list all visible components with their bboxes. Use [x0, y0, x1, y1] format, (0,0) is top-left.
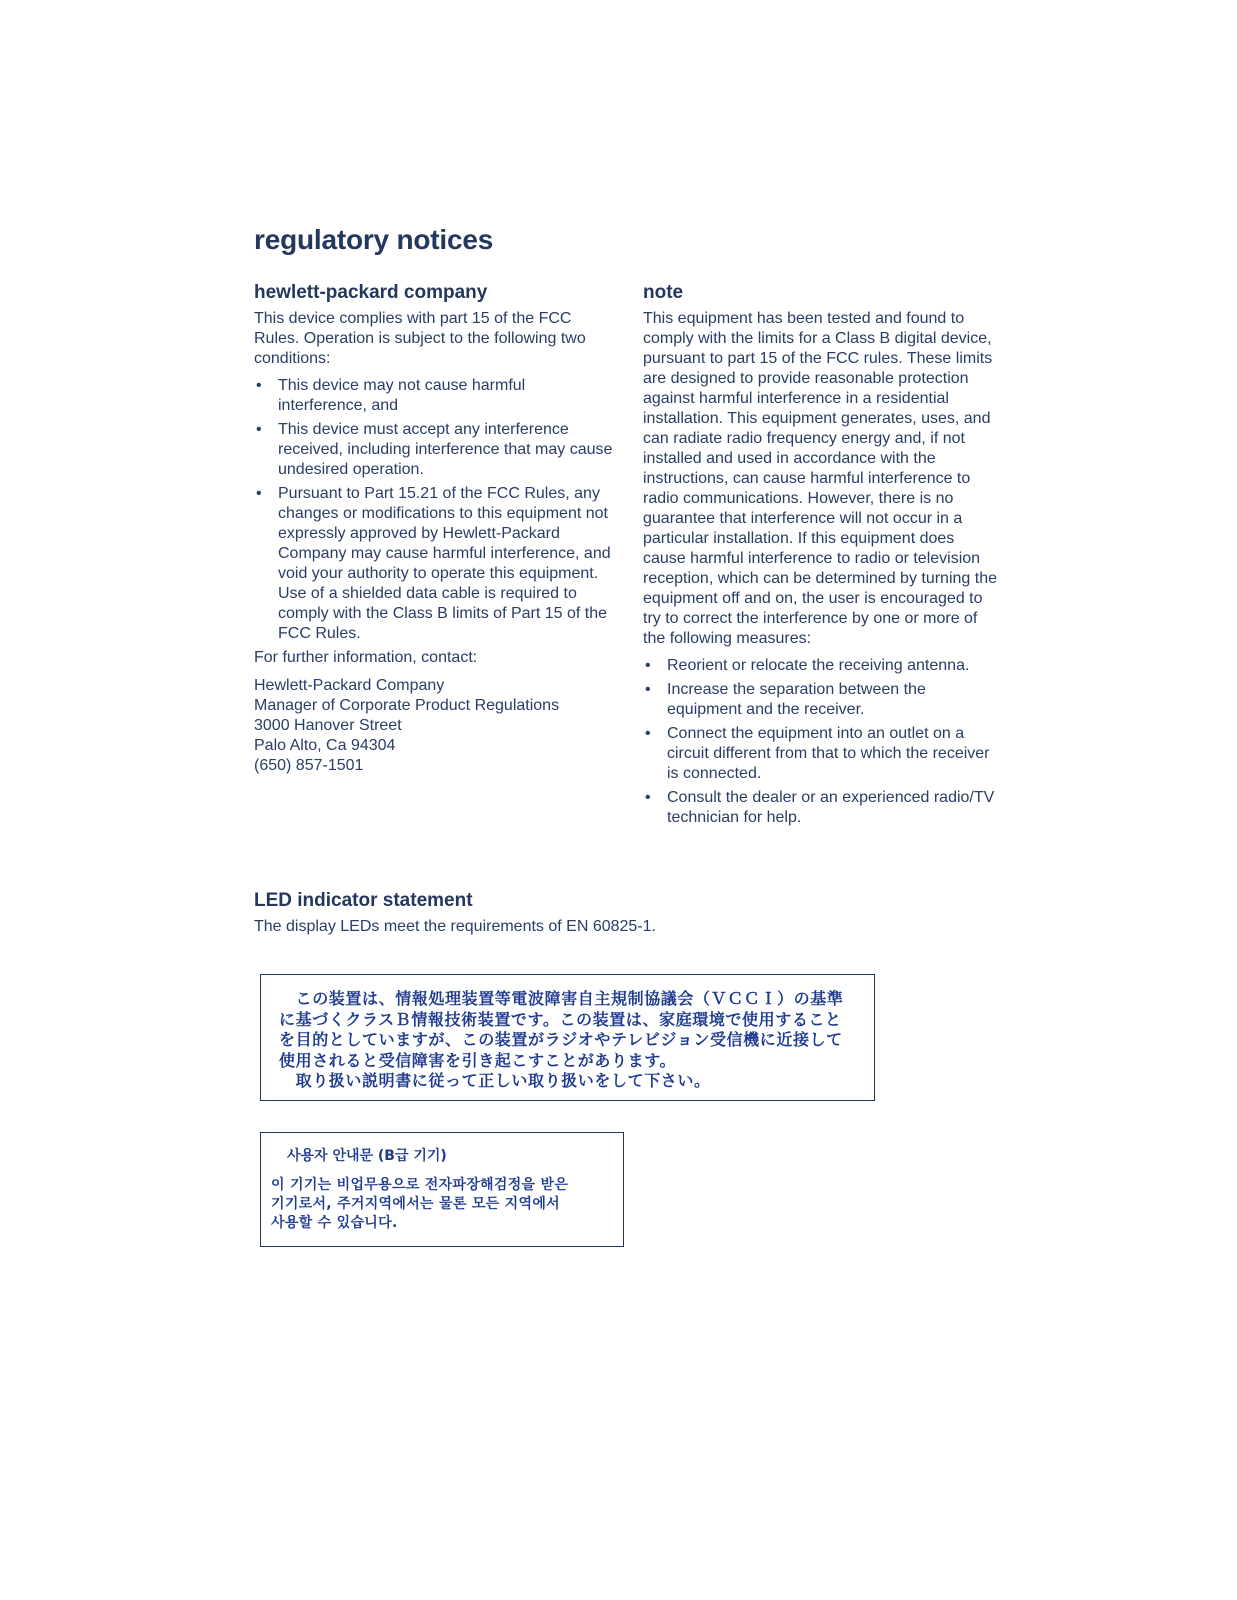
list-item: • This device must accept any interference received, including interference that may cause undesired operation. — [256, 421, 613, 478]
bullet-icon: • — [645, 657, 651, 674]
vcci-line: この装置は、情報処理装置等電波障害自主規制協議会（ＶＣＣＩ）の基準 — [279, 989, 844, 1008]
list-item: • Consult the dealer or an experienced radio/TV technician for help. — [645, 789, 995, 826]
hp-section — [254, 282, 616, 776]
vcci-line: を目的としていますが、この装置がラジオやテレビジョン受信機に近接して — [279, 1030, 843, 1049]
note-measures-list — [643, 656, 999, 828]
korea-notice-box — [260, 1132, 624, 1247]
address-line: Palo Alto, Ca 94304 — [254, 737, 396, 754]
bullet-icon: • — [256, 377, 262, 394]
page-title: regulatory notices — [254, 224, 494, 255]
further-info: For further information, contact: — [254, 649, 478, 666]
led-section — [254, 890, 954, 937]
address-line: Manager of Corporate Product Regulations — [254, 697, 560, 714]
bullet-icon: • — [256, 421, 262, 438]
hp-conditions-list — [254, 376, 616, 644]
list-item: • Pursuant to Part 15.21 of the FCC Rules, any changes or modifications to this equipment not expressly approved by Hewlett-Packard Company may cause harmful interference, and void your authority to operate this equipment. Use of a shielded data cable is required to comply with the Class B limits of Part 15 of the FCC Rules. — [256, 485, 611, 642]
korea-notice-title: 사용자 안내문 (B급 기기) — [287, 1148, 447, 1164]
bullet-icon: • — [645, 725, 651, 742]
list-item: • Increase the separation between the equipment and the receiver. — [645, 681, 926, 718]
list-item: • Reorient or relocate the receiving antenna. — [645, 657, 970, 674]
bullet-icon: • — [256, 485, 262, 502]
list-item: • This device may not cause harmful interference, and — [256, 377, 526, 414]
led-body: The display LEDs meet the requirements of EN 60825-1. — [254, 918, 656, 935]
korea-line: 사용할 수 있습니다. — [271, 1215, 398, 1231]
address-line: (650) 857-1501 — [254, 757, 364, 774]
list-item: • Connect the equipment into an outlet on a circuit different from that to which the receiver is connected. — [645, 725, 990, 782]
hp-heading: hewlett-packard company — [254, 282, 488, 303]
contact-address — [254, 676, 616, 776]
vcci-line: 取り扱い説明書に従って正しい取り扱いをして下さい。 — [279, 1071, 711, 1090]
hp-intro: This device complies with part 15 of the FCC Rules. Operation is subject to the following two conditions: — [254, 310, 586, 367]
note-section — [643, 282, 999, 832]
address-line: Hewlett-Packard Company — [254, 677, 445, 694]
led-heading: LED indicator statement — [254, 890, 473, 911]
note-heading: note — [643, 282, 684, 303]
vcci-line: 使用されると受信障害を引き起こすことがあります。 — [279, 1050, 677, 1070]
bullet-icon: • — [645, 789, 651, 806]
note-body: This equipment has been tested and found to comply with the limits for a Class B digital device, pursuant to part 15 of the FCC rules. These limits are designed to provide reasonable protection against harmful interference in a residential installation. This equipment generates, uses, and can radiate radio frequency energy and, if not installed and used in accordance with the instructions, can cause harmful interference to radio communications. However, there is no guarantee that interference will not occur in a particular installation. If this equipment does cause harmful interference to radio or television reception, which can be determined by turning the equipment off and on, the user is encouraged to try to correct the interference by one or more of the following measures: — [643, 310, 997, 647]
korea-line: 기기로서, 주거지역에서는 물론 모든 지역에서 — [271, 1196, 560, 1212]
address-line: 3000 Hanover Street — [254, 717, 402, 734]
vcci-notice-box — [260, 974, 875, 1101]
vcci-line: に基づくクラスＢ情報技術装置です。この装置は、家庭環境で使用すること — [279, 1009, 842, 1029]
bullet-icon: • — [645, 681, 651, 698]
korea-line: 이 기기는 비업무용으로 전자파장해검정을 받은 — [271, 1177, 569, 1193]
